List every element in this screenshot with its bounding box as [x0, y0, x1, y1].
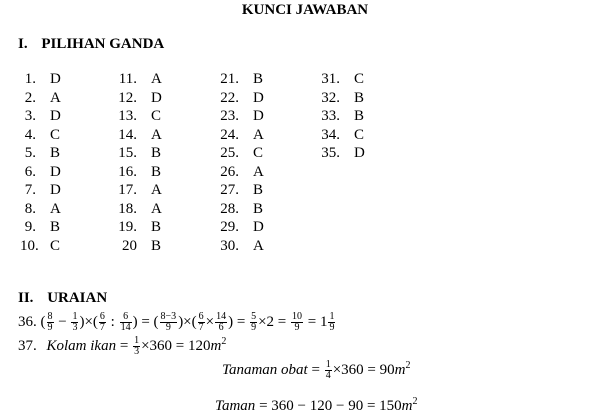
label-taman: Taman	[215, 398, 256, 414]
answer-letter: D	[50, 108, 61, 124]
answer-row	[20, 71, 61, 88]
answer-letter: D	[253, 108, 264, 124]
answer-letter: B	[151, 145, 162, 161]
answer-letter: A	[151, 126, 162, 143]
fraction: $\frac{6}{7}$	[99, 311, 105, 333]
question-number: 35.	[321, 145, 340, 161]
question-number: 28.	[220, 200, 239, 217]
question-number: 13.	[118, 108, 137, 124]
answer-row	[117, 90, 162, 107]
question-number: 6.	[24, 163, 36, 180]
mixed-whole: 1	[319, 313, 328, 330]
answer-row	[20, 108, 61, 125]
fraction: $\frac{1}{9}$	[329, 311, 335, 333]
section-number: I.	[18, 36, 28, 52]
answer-37-kolam: 37. Kolam ikan = $\frac{1}{3}$ $\times 360 = 120m^2$	[18, 335, 227, 358]
answer-letter: A	[253, 237, 264, 254]
answer-letter: D	[50, 163, 61, 180]
answer-letter: B	[253, 200, 264, 217]
fraction: $\frac{14}{6}$	[216, 311, 227, 333]
answer-row	[219, 90, 264, 107]
answer-letter: C	[253, 145, 264, 161]
question-number: 18.	[118, 200, 137, 217]
answer-row	[320, 145, 365, 162]
question-number: 8.	[24, 200, 36, 217]
answer-row	[117, 182, 162, 199]
exponent: 2	[221, 336, 227, 347]
fraction: $\frac{1}{4}$	[325, 359, 331, 382]
question-number: 14.	[118, 126, 137, 143]
answer-letter: B	[50, 219, 61, 235]
question-number: 9.	[24, 219, 36, 235]
answer-row	[20, 201, 61, 218]
unit: m	[394, 362, 406, 378]
page-title: KUNCI JAWABAN	[241, 2, 369, 18]
answer-row	[219, 145, 263, 162]
answer-36: 36. ( $\frac{8}{9}$ − $\frac{1}{3}$ )×( $\frac{6}{7}$ : $\frac{6}{14}$ ) = ( $\frac{8-3}{9}$ )×( $\frac{6}{7}$ × $\frac{14}{6}$ ) = $\frac{5}{9}$ ×2 = $\frac{10}{9}$ = 1 $\frac{1}{9}$	[18, 311, 335, 333]
answer-row	[117, 164, 161, 181]
answer-letter: B	[253, 71, 264, 87]
question-number: 19.	[118, 219, 137, 235]
question-number: 34.	[321, 126, 340, 143]
question-number: 25.	[220, 145, 239, 161]
equation-text: ×360 = 90	[332, 362, 395, 378]
question-number: 22.	[220, 89, 239, 106]
answer-row	[219, 164, 264, 181]
answer-row	[20, 219, 60, 236]
fraction: $\frac{8}{9}$	[47, 311, 53, 333]
question-number: 5.	[24, 145, 36, 161]
question-number: 7.	[24, 182, 36, 198]
exponent: 2	[412, 396, 418, 407]
fraction: $\frac{6}{14}$	[120, 311, 131, 333]
equation-text: = 360 − 120 − 90 = 150	[259, 398, 402, 414]
question-number: 36.	[18, 313, 37, 330]
answer-letter: B	[253, 182, 264, 198]
fraction: $\frac{1}{3}$	[72, 311, 78, 333]
answer-letter: A	[253, 126, 264, 143]
answer-letter: B	[354, 108, 365, 124]
answer-letter: C	[354, 71, 365, 87]
answer-letter: A	[50, 200, 61, 217]
section-number: II.	[18, 290, 34, 306]
answer-row	[20, 145, 60, 162]
equation-text: ×2 =	[258, 313, 287, 330]
answer-row	[20, 127, 60, 144]
answer-row	[20, 164, 61, 181]
question-number: 12.	[118, 89, 137, 106]
answer-letter: C	[50, 126, 61, 143]
unit: m	[401, 398, 413, 414]
question-number: 17.	[118, 182, 137, 198]
question-number: 26.	[220, 163, 239, 180]
answer-letter: D	[253, 219, 264, 235]
question-number: 20	[122, 237, 137, 254]
exponent: 2	[405, 360, 411, 371]
answer-letter: A	[151, 71, 162, 87]
question-number: 33.	[321, 108, 340, 124]
answer-row	[117, 145, 161, 162]
answer-row	[219, 108, 264, 125]
question-number: 21.	[220, 71, 239, 87]
answer-letter: A	[151, 200, 162, 217]
answer-letter: A	[50, 89, 61, 106]
answer-row	[219, 127, 264, 144]
answer-37-taman	[215, 396, 418, 415]
fraction: $\frac{5}{9}$	[251, 311, 257, 333]
answer-row	[117, 127, 162, 144]
label-kolam-ikan: Kolam ikan	[46, 338, 117, 354]
answer-letter: C	[354, 126, 365, 143]
answer-row	[20, 238, 60, 255]
answer-letter: D	[253, 89, 264, 106]
answer-letter: D	[50, 182, 61, 198]
answer-row	[117, 238, 161, 255]
question-number: 24.	[220, 126, 239, 143]
question-number: 30.	[220, 237, 239, 254]
fraction: $\frac{10}{9}$	[292, 311, 302, 333]
question-number: 11.	[118, 71, 137, 87]
answer-37-obat: Tanaman obat = $\frac{1}{4}$ $\times 360 = 90m^2$	[222, 359, 411, 382]
question-number: 2.	[24, 89, 36, 106]
answer-letter: D	[354, 145, 365, 161]
fraction: $\frac{6}{7}$	[198, 311, 204, 333]
answer-letter: B	[50, 145, 61, 161]
answer-letter: B	[151, 219, 162, 235]
answer-row	[219, 201, 263, 218]
equation-text: ×360 = 120	[141, 338, 211, 354]
answer-letter: C	[151, 108, 162, 124]
question-number: 3.	[24, 108, 36, 124]
question-number: 23.	[220, 108, 239, 124]
question-number: 4.	[24, 126, 36, 143]
question-number: 29.	[220, 219, 239, 235]
answer-row	[117, 71, 162, 88]
answer-letter: A	[151, 182, 162, 198]
answer-row	[117, 201, 162, 218]
answer-row	[219, 238, 264, 255]
answer-row	[20, 90, 61, 107]
question-number: 16.	[118, 163, 137, 180]
answer-letter: B	[151, 163, 162, 180]
question-number: 32.	[321, 89, 340, 106]
fraction: $\frac{8-3}{9}$	[160, 311, 177, 333]
answer-letter: A	[253, 163, 264, 180]
section-heading-pilihan-ganda	[18, 36, 164, 53]
answer-letter: D	[50, 71, 61, 87]
answer-row	[219, 71, 263, 88]
fraction: $\frac{1}{3}$	[134, 335, 140, 358]
answer-row	[117, 108, 161, 125]
question-number: 1.	[24, 71, 36, 87]
answer-row	[219, 182, 263, 199]
section-heading-uraian	[18, 290, 107, 307]
answer-letter: B	[354, 89, 365, 106]
label-tanaman-obat: Tanaman obat	[222, 362, 308, 378]
question-number: 31.	[321, 71, 340, 87]
answer-letter: D	[151, 89, 162, 106]
question-number: 15.	[118, 145, 137, 161]
answer-row	[320, 108, 364, 125]
section-title: PILIHAN GANDA	[41, 36, 165, 52]
answer-row	[320, 127, 364, 144]
answer-row	[20, 182, 61, 199]
answer-letter: B	[151, 237, 162, 254]
section-title: URAIAN	[47, 290, 108, 306]
question-number: 27.	[220, 182, 239, 198]
answer-row	[320, 90, 364, 107]
answer-row	[320, 71, 364, 88]
answer-row	[219, 219, 264, 236]
answer-letter: C	[50, 237, 61, 254]
answer-row	[117, 219, 161, 236]
question-number: 10.	[20, 237, 39, 254]
question-number: 37.	[18, 338, 37, 354]
unit: m	[210, 338, 222, 354]
